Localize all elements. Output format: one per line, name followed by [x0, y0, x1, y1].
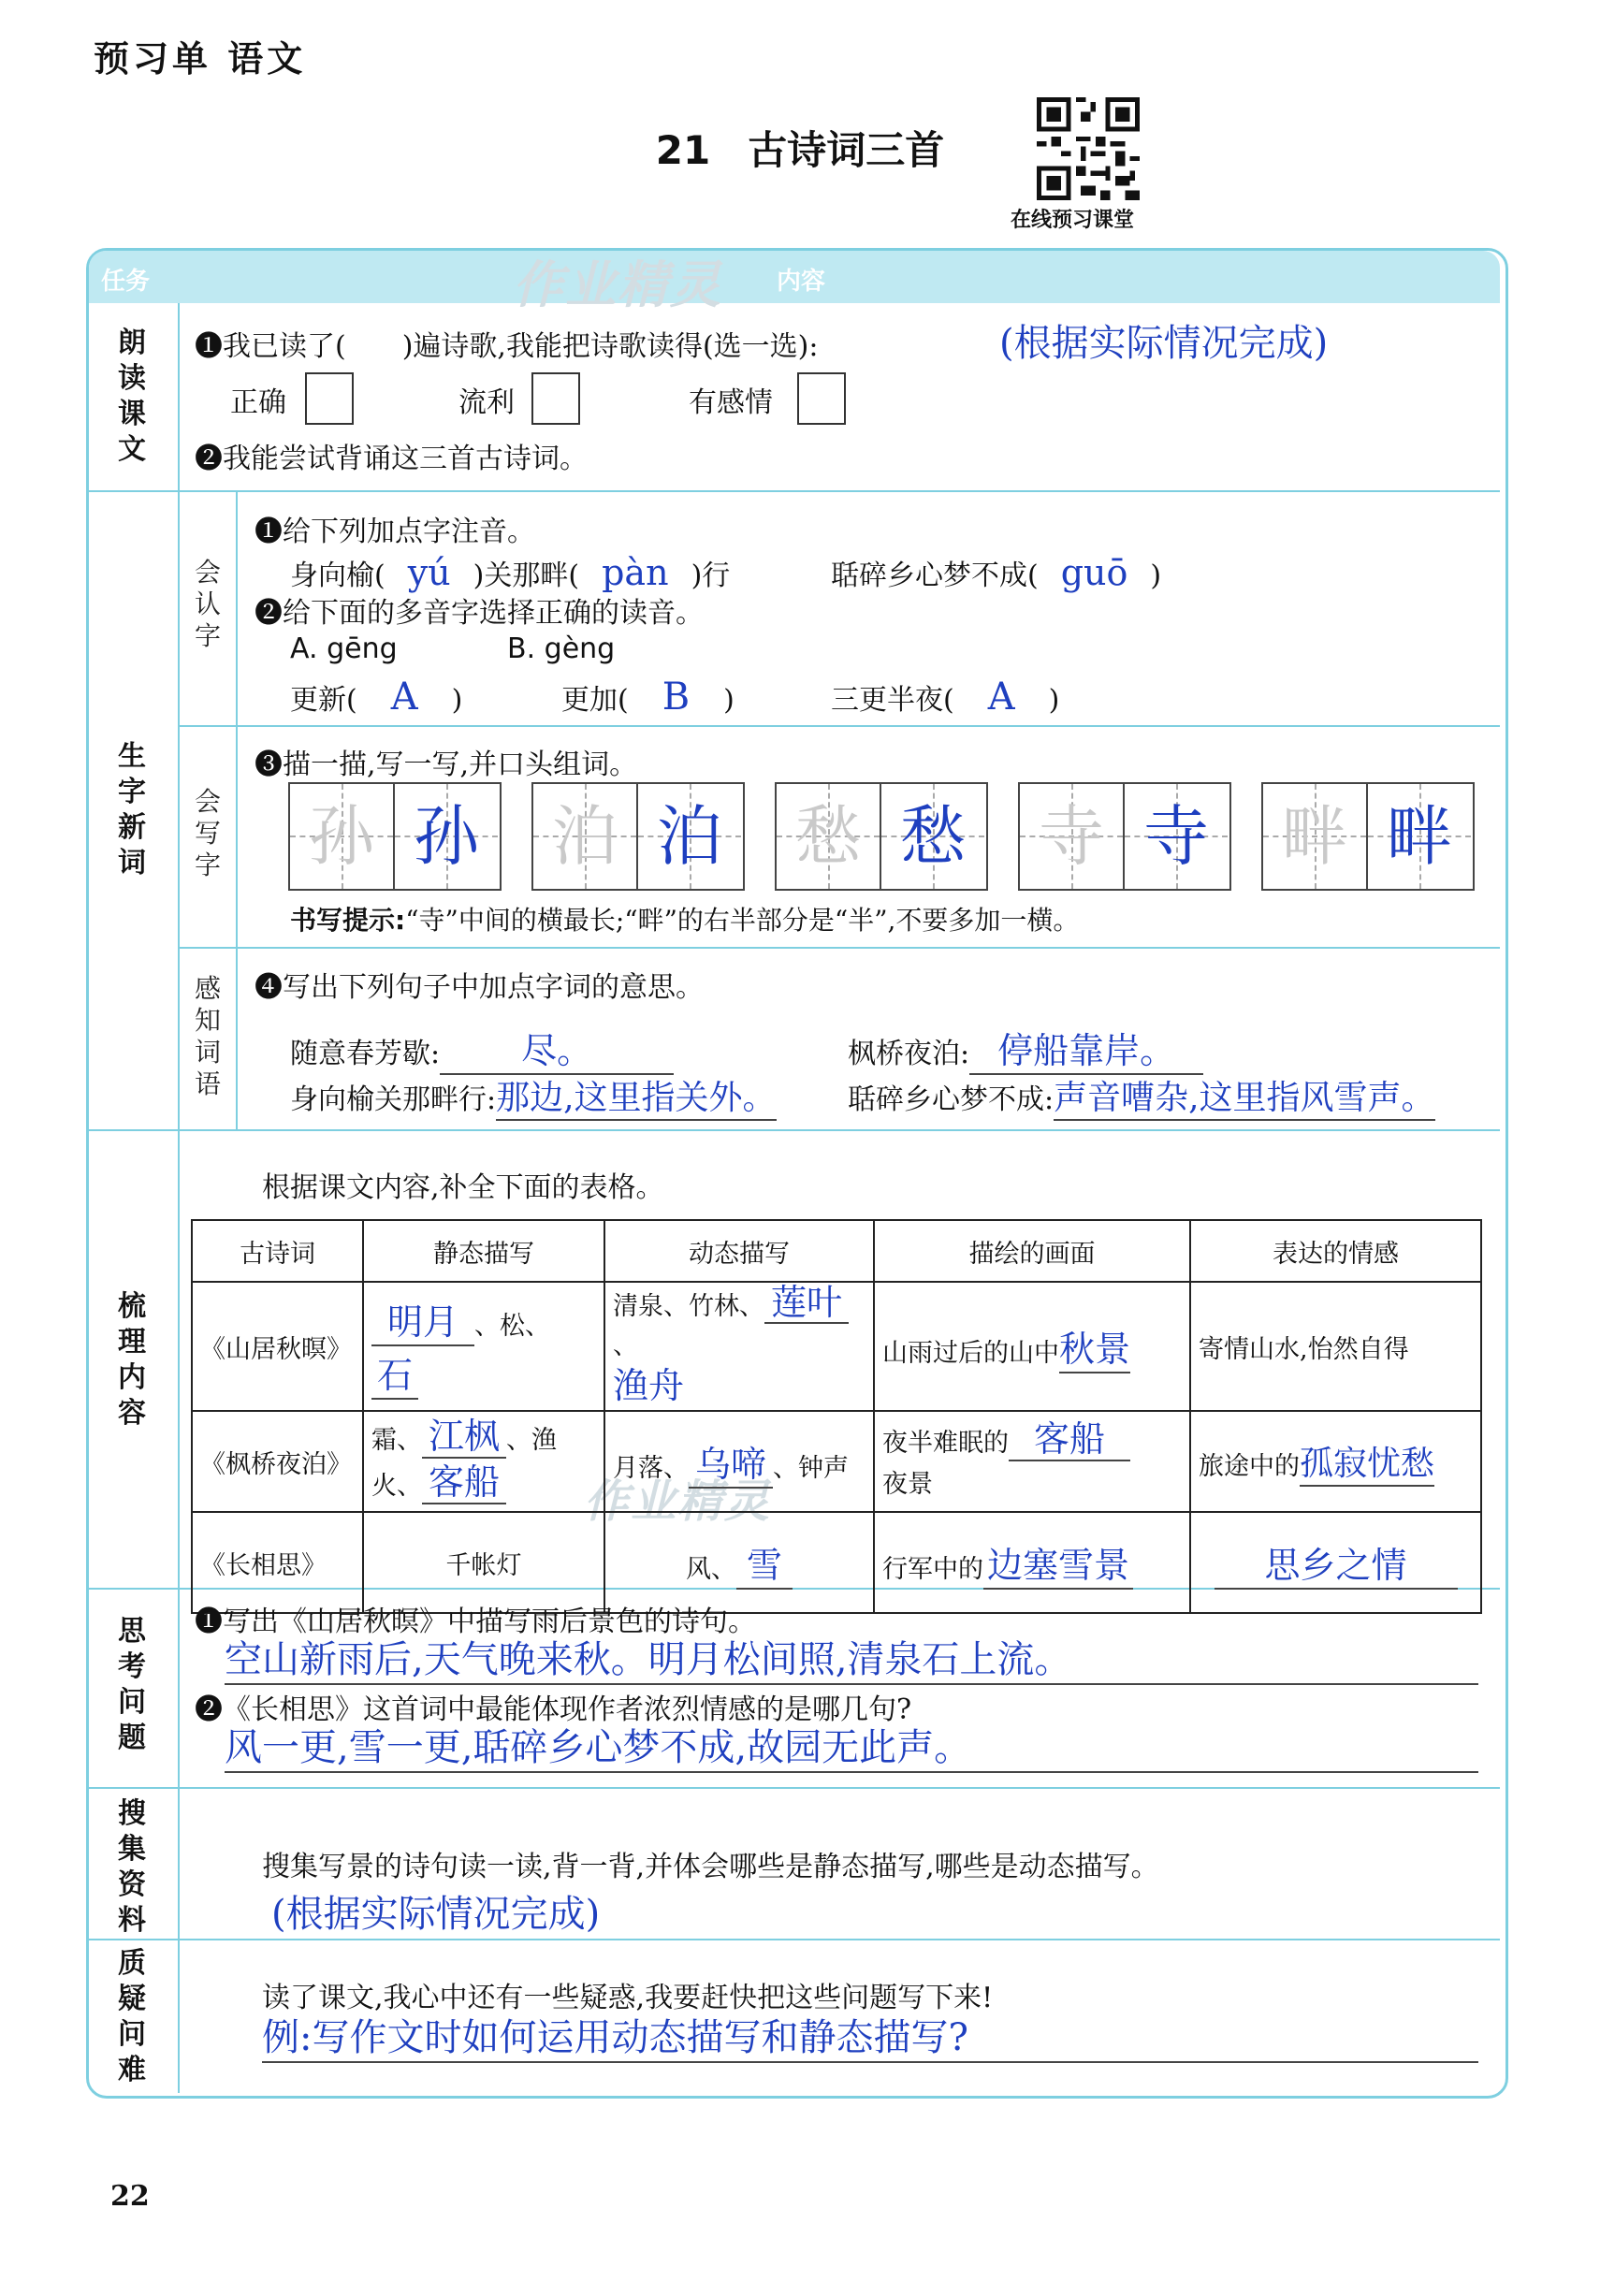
scene-cell: 行军中的 边塞雪景 [874, 1512, 1190, 1613]
trace-char: 愁 [795, 798, 861, 875]
row-divider [89, 1129, 1500, 1131]
think-a2[interactable]: 风一更,雪一更,聒碎乡心梦不成,故园无此声。 [225, 1718, 1478, 1773]
option-a: A. gēng [290, 632, 398, 665]
polyphone-item: 三更半夜( A ) [831, 676, 1060, 719]
option-emotion-label: 有感情 [689, 386, 773, 419]
emotion-cell: 旅途中的孤寂忧愁 [1190, 1411, 1481, 1512]
option-fluent-label: 流利 [458, 386, 515, 419]
polyphone-answer: A [987, 676, 1015, 719]
row-divider [178, 947, 1500, 949]
collect-text: 搜集写景的诗句读一读,背一背,并体会哪些是静态描写,哪些是动态描写。 [262, 1851, 1159, 1883]
trace-char: 寺 [1039, 798, 1104, 875]
column-divider [178, 303, 180, 2093]
sub-divider [236, 491, 238, 1129]
recognize-q1: ❶给下列加点字注音。 [255, 516, 535, 548]
question-text: 读了课文,我心中还有一些疑惑,我要赶快把这些问题写下来! [262, 1982, 994, 2014]
static-cell: 千帐灯 [363, 1512, 604, 1613]
static-cell: 霜、 江枫 、渔火、 客船 [363, 1411, 604, 1512]
scene-cell: 山雨过后的山中秋景 [874, 1282, 1190, 1411]
written-char: 泊 [657, 798, 722, 875]
qr-code-icon[interactable] [1037, 97, 1140, 200]
option-correct-label: 正确 [230, 386, 286, 419]
question-answer[interactable]: 例:写作文时如何运用动态描写和静态描写? [262, 2008, 1478, 2063]
meaning-answer: 停船靠岸。 [969, 1022, 1203, 1075]
write-cell[interactable] [1125, 784, 1228, 889]
trace-cell [1020, 784, 1125, 889]
trace-char: 畔 [1282, 798, 1347, 875]
polyphone-answer: A [390, 676, 418, 719]
char-grid [1261, 782, 1475, 891]
col-poem: 古诗词 [192, 1220, 363, 1282]
reading-q1-answer: (根据实际情况完成) [999, 322, 1329, 365]
char-grid [775, 782, 988, 891]
book-header: 预习单 语文 [94, 38, 307, 80]
dynamic-cell: 风、 雪 [604, 1512, 874, 1613]
option-correct-checkbox[interactable] [305, 372, 354, 425]
pinyin-answer: pàn [602, 552, 669, 593]
recognize-q2: ❷给下面的多音字选择正确的读音。 [255, 597, 704, 630]
written-char: 孙 [414, 798, 479, 875]
col-emotion: 表达的情感 [1190, 1220, 1481, 1282]
sub-label-recognize: 会认字 [194, 557, 221, 651]
watermark: 作业精灵 [513, 255, 722, 314]
lesson-title [0, 120, 1600, 176]
trace-cell [290, 784, 395, 889]
polyphone-item: 更新( A ) [290, 676, 463, 719]
polyphone-item: 更加( B ) [561, 676, 735, 719]
header-content: 内容 [777, 268, 826, 296]
meaning-answer: 尽。 [440, 1022, 674, 1075]
col-scene: 描绘的画面 [874, 1220, 1190, 1282]
meaning-answer: 声音嘈杂,这里指风雪声。 [1054, 1071, 1434, 1121]
sort-intro: 根据课文内容,补全下面的表格。 [262, 1171, 664, 1204]
write-cell[interactable] [395, 784, 498, 889]
write-cell[interactable] [638, 784, 741, 889]
think-q1: ❶写出《山居秋暝》中描写雨后景色的诗句。 [195, 1606, 756, 1638]
meaning-item: 随意春芳歇: 尽。 [290, 1022, 674, 1075]
writing-tip: 书写提示:“寺”中间的横最长;“畔”的右半部分是“半”,不要多加一横。 [290, 905, 1080, 936]
pinyin-answer: yú [407, 552, 451, 593]
pinyin-item: 身向榆( yú )关那畔( pàn )行 [290, 552, 731, 593]
polyphone-answer: B [662, 676, 691, 719]
dynamic-cell: 清泉、竹林、 莲叶、 渔舟 [604, 1282, 874, 1411]
meaning-item: 聒碎乡心梦不成:声音嘈杂,这里指风雪声。 [848, 1071, 1435, 1121]
poem-cell: 《山居秋暝》 [192, 1282, 363, 1411]
lesson-number: 21 [655, 127, 711, 173]
poem-cell: 《枫桥夜泊》 [192, 1411, 363, 1512]
reading-q2: ❷我能尝试背诵这三首古诗词。 [195, 443, 588, 475]
sub-label-perceive: 感知词语 [194, 973, 221, 1099]
trace-char: 孙 [309, 798, 374, 875]
task-label-question: 质疑问难 [118, 1947, 146, 2086]
write-cell[interactable] [881, 784, 984, 889]
collect-answer: (根据实际情况完成) [271, 1893, 601, 1936]
qr-label: 在线预习课堂 [1011, 209, 1135, 232]
task-label-collect: 搜集资料 [118, 1797, 146, 1937]
task-label-reading: 朗读课文 [118, 327, 146, 466]
table-header-row [192, 1220, 1481, 1282]
emotion-cell: 寄情山水,怡然自得 [1190, 1282, 1481, 1411]
think-q2: ❷《长相思》这首词中最能体现作者浓烈情感的是哪几句? [195, 1693, 912, 1726]
row-divider [89, 490, 1500, 492]
write-cell[interactable] [1368, 784, 1471, 889]
option-b: B. gèng [507, 632, 616, 665]
summary-table [191, 1219, 1482, 1614]
row-divider [178, 725, 1500, 727]
option-fluent-checkbox[interactable] [531, 372, 580, 425]
think-a1[interactable]: 空山新雨后,天气晚来秋。明月松间照,清泉石上流。 [225, 1630, 1478, 1685]
poem-cell: 《长相思》 [192, 1512, 363, 1613]
header-task: 任务 [101, 268, 151, 296]
sub-label-write: 会写字 [194, 786, 221, 880]
char-grid [1018, 782, 1231, 891]
reading-q1: ❶我已读了( )遍诗歌,我能把诗歌读得(选一选): [195, 330, 819, 363]
table-row [192, 1282, 1481, 1411]
table-row [192, 1411, 1481, 1512]
static-cell: 明月 、松、石 [363, 1282, 604, 1411]
trace-cell [1263, 784, 1368, 889]
written-char: 寺 [1143, 798, 1209, 875]
page-number: 22 [110, 2180, 150, 2213]
task-label-think: 思考问题 [118, 1615, 146, 1754]
watermark: 作业精灵 [584, 1475, 772, 1528]
char-grid [531, 782, 745, 891]
write-q3: ❸描一描,写一写,并口头组词。 [255, 748, 638, 781]
trace-char: 泊 [552, 798, 618, 875]
trace-cell [533, 784, 638, 889]
pinyin-answer: guō [1060, 552, 1128, 593]
written-char: 畔 [1387, 798, 1452, 875]
meaning-item: 身向榆关那畔行:那边,这里指关外。 [290, 1071, 777, 1121]
meaning-item: 枫桥夜泊: 停船靠岸。 [848, 1022, 1203, 1075]
trace-cell [777, 784, 881, 889]
col-static: 静态描写 [363, 1220, 604, 1282]
row-divider [89, 1787, 1500, 1789]
char-grid [288, 782, 502, 891]
emotion-cell: 思乡之情 [1190, 1512, 1481, 1613]
perceive-q4: ❹写出下列句子中加点字词的意思。 [255, 971, 704, 1004]
scene-cell: 夜半难眠的 客船 夜景 [874, 1411, 1190, 1512]
option-emotion-checkbox[interactable] [797, 372, 846, 425]
task-label-newwords: 生字新词 [118, 740, 146, 879]
written-char: 愁 [900, 798, 966, 875]
meaning-answer: 那边,这里指关外。 [496, 1071, 776, 1121]
dynamic-cell: 月落、 乌啼 、钟声 [604, 1411, 874, 1512]
pinyin-item: 聒碎乡心梦不成( guō ) [831, 552, 1162, 593]
lesson-name: 古诗词三首 [748, 127, 945, 173]
col-dynamic: 动态描写 [604, 1220, 874, 1282]
row-divider [89, 1939, 1500, 1940]
task-label-sort: 梳理内容 [118, 1290, 146, 1430]
